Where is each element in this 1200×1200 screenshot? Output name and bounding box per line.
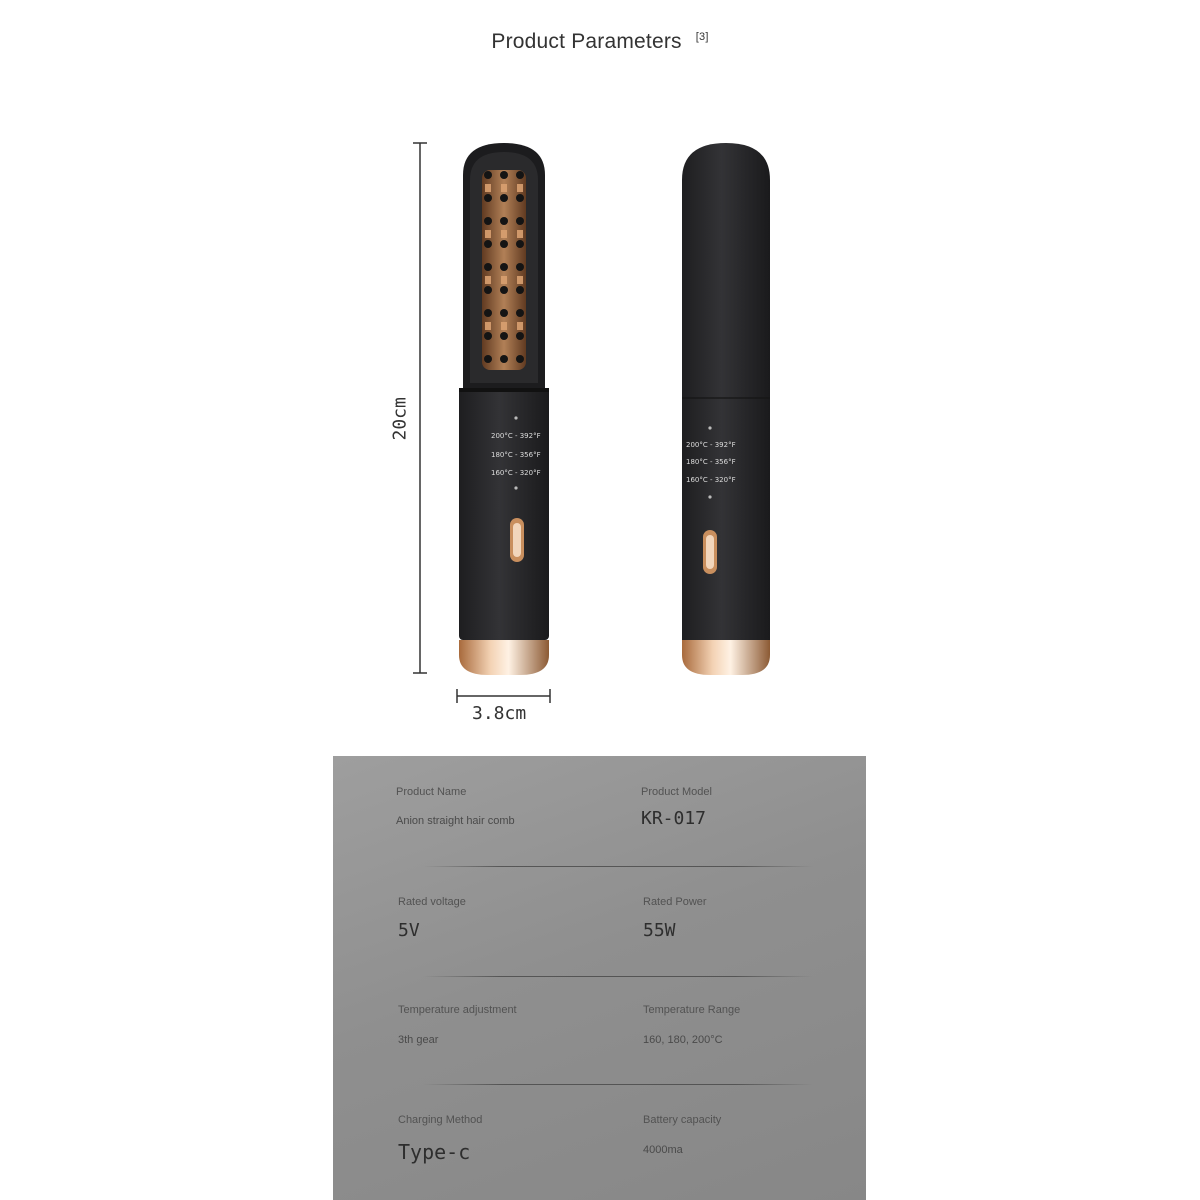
divider <box>423 1084 813 1085</box>
spec-value: KR-017 <box>641 808 707 829</box>
width-dimension-line <box>457 689 550 703</box>
spec-value: 4000ma <box>643 1144 683 1156</box>
spec-value: 3th gear <box>398 1034 439 1046</box>
spec-value: Type-c <box>398 1140 471 1164</box>
spec-label: Temperature Range <box>643 1004 741 1016</box>
divider <box>423 866 813 867</box>
spec-label: Battery capacity <box>643 1114 722 1126</box>
spec-label: Product Name <box>396 786 467 798</box>
spec-panel <box>333 756 866 1200</box>
spec-temperature-range <box>643 1004 740 1046</box>
spec-label: Rated Power <box>643 896 707 908</box>
page-title: Product Parameters [3] <box>491 30 709 53</box>
right-temp-marking-3: 160°C - 320°F <box>686 476 736 484</box>
spec-value: 160, 180, 200°C <box>643 1034 723 1046</box>
spec-charging-method <box>398 1114 482 1164</box>
spec-label: Charging Method <box>398 1114 483 1126</box>
device-open-comb <box>459 143 549 675</box>
left-temp-marking-2: 180°C - 356°F <box>491 451 541 459</box>
spec-product-name <box>396 786 515 827</box>
spec-label: Rated voltage <box>398 896 466 908</box>
height-dimension-line <box>413 143 427 673</box>
spec-value: Anion straight hair comb <box>396 815 515 827</box>
device-closed <box>682 143 770 675</box>
spec-rated-power <box>643 896 707 941</box>
right-temp-marking-1: 200°C - 392°F <box>686 441 736 449</box>
spec-label: Product Model <box>641 786 712 798</box>
spec-product-model <box>641 786 712 829</box>
spec-rated-voltage <box>398 896 466 941</box>
spec-value: 55W <box>643 920 676 941</box>
left-temp-marking-1: 200°C - 392°F <box>491 432 541 440</box>
right-temp-marking-2: 180°C - 356°F <box>686 458 736 466</box>
spec-label: Temperature adjustment <box>398 1004 517 1016</box>
spec-temperature-adjustment <box>398 1004 517 1046</box>
spec-value: 5V <box>398 920 420 941</box>
spec-battery-capacity <box>643 1114 721 1156</box>
left-temp-marking-3: 160°C - 320°F <box>491 469 541 477</box>
width-label: 3.8cm <box>472 703 527 724</box>
divider <box>423 976 813 977</box>
footnote-marker: [3] <box>695 31 709 43</box>
